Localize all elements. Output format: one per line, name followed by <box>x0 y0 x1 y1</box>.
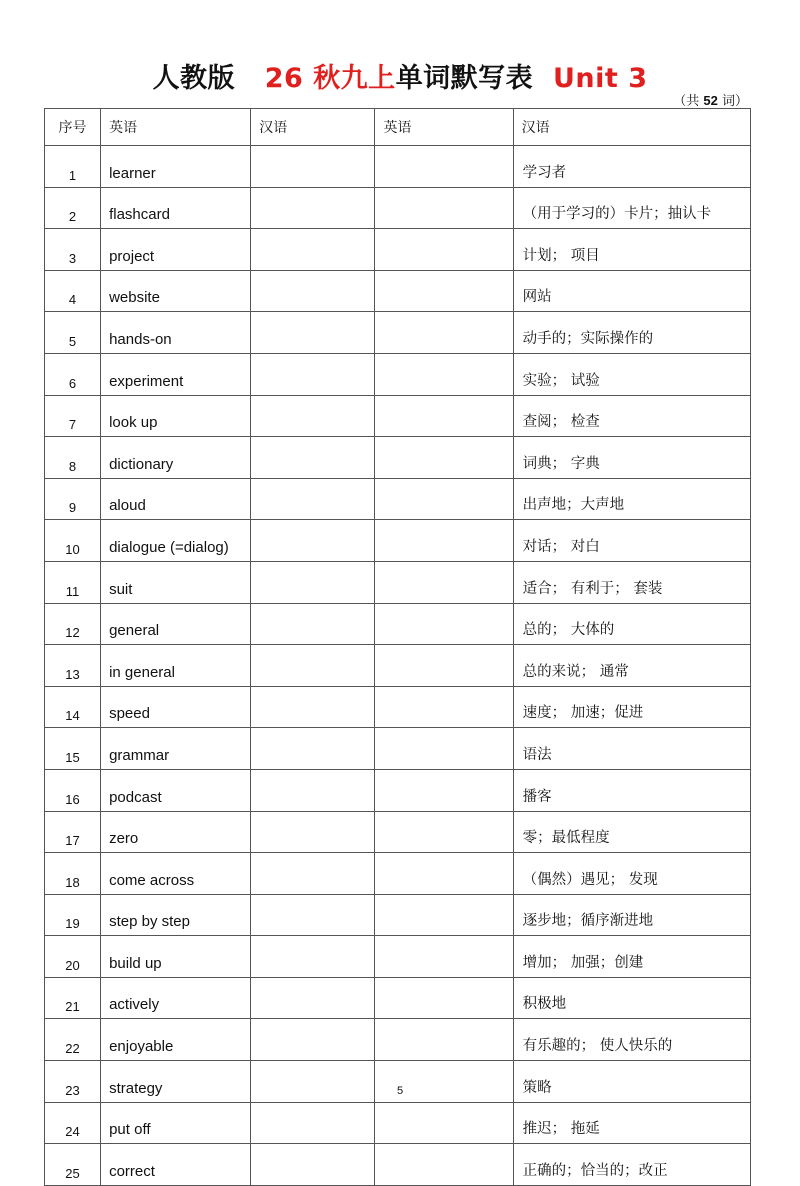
chinese-answer-blank[interactable] <box>251 146 375 188</box>
chinese-meaning: 增加； 加强；创建 <box>513 936 750 978</box>
row-number: 16 <box>45 769 101 811</box>
header-english-blank <box>375 109 513 146</box>
chinese-answer-blank[interactable] <box>251 270 375 312</box>
english-word: dialogue (=dialog) <box>101 520 251 562</box>
row-number: 14 <box>45 686 101 728</box>
english-word: general <box>101 603 251 645</box>
table-row <box>45 437 751 479</box>
row-number: 12 <box>45 603 101 645</box>
table-row <box>45 603 751 645</box>
english-answer-blank[interactable] <box>375 561 513 603</box>
english-answer-blank[interactable] <box>375 312 513 354</box>
table-row <box>45 1019 751 1061</box>
header-english-label: 英语 <box>109 120 138 136</box>
chinese-answer-blank[interactable] <box>251 1102 375 1144</box>
row-number: 9 <box>45 478 101 520</box>
english-word: flashcard <box>101 187 251 229</box>
chinese-meaning: 出声地；大声地 <box>513 478 750 520</box>
row-number: 18 <box>45 853 101 895</box>
title-sheet-name: 单词默写表 <box>395 63 534 94</box>
chinese-answer-blank[interactable] <box>251 1144 375 1186</box>
english-answer-blank[interactable] <box>375 936 513 978</box>
english-answer-blank[interactable] <box>375 146 513 188</box>
word-count <box>673 90 748 109</box>
row-number: 23 <box>45 1061 101 1103</box>
english-word: project <box>101 229 251 271</box>
table-row <box>45 936 751 978</box>
english-answer-blank[interactable] <box>375 395 513 437</box>
chinese-meaning: 词典； 字典 <box>513 437 750 479</box>
english-answer-blank[interactable] <box>375 811 513 853</box>
table-row <box>45 353 751 395</box>
row-number: 6 <box>45 353 101 395</box>
chinese-meaning: 查阅； 检查 <box>513 395 750 437</box>
chinese-answer-blank[interactable] <box>251 894 375 936</box>
row-number: 2 <box>45 187 101 229</box>
english-word: strategy <box>101 1061 251 1103</box>
english-answer-blank[interactable] <box>375 1144 513 1186</box>
english-word: podcast <box>101 769 251 811</box>
english-word: step by step <box>101 894 251 936</box>
chinese-answer-blank[interactable] <box>251 395 375 437</box>
row-number: 3 <box>45 229 101 271</box>
row-number: 24 <box>45 1102 101 1144</box>
english-answer-blank[interactable] <box>375 270 513 312</box>
chinese-answer-blank[interactable] <box>251 603 375 645</box>
chinese-meaning: 学习者 <box>513 146 750 188</box>
chinese-meaning: 有乐趣的； 使人快乐的 <box>513 1019 750 1061</box>
english-word: in general <box>101 645 251 687</box>
english-word: zero <box>101 811 251 853</box>
title-unit: Unit 3 <box>553 63 648 94</box>
chinese-answer-blank[interactable] <box>251 728 375 770</box>
chinese-answer-blank[interactable] <box>251 686 375 728</box>
english-word: website <box>101 270 251 312</box>
chinese-meaning: 速度； 加速；促进 <box>513 686 750 728</box>
english-answer-blank[interactable] <box>375 187 513 229</box>
chinese-meaning: 计划； 项目 <box>513 229 750 271</box>
table-row <box>45 769 751 811</box>
chinese-meaning: 策略 <box>513 1061 750 1103</box>
english-word: aloud <box>101 478 251 520</box>
chinese-answer-blank[interactable] <box>251 811 375 853</box>
chinese-answer-blank[interactable] <box>251 645 375 687</box>
table-row <box>45 645 751 687</box>
english-answer-blank[interactable] <box>375 1102 513 1144</box>
english-answer-blank[interactable] <box>375 437 513 479</box>
english-word: look up <box>101 395 251 437</box>
chinese-meaning: 动手的；实际操作的 <box>513 312 750 354</box>
table-row <box>45 977 751 1019</box>
chinese-meaning: 语法 <box>513 728 750 770</box>
table-row <box>45 229 751 271</box>
header-english <box>101 109 251 146</box>
english-word: hands-on <box>101 312 251 354</box>
title-grade: 26 秋九上 <box>264 63 396 94</box>
row-number: 1 <box>45 146 101 188</box>
chinese-answer-blank[interactable] <box>251 229 375 271</box>
row-number: 11 <box>45 561 101 603</box>
chinese-meaning: 总的来说； 通常 <box>513 645 750 687</box>
chinese-answer-blank[interactable] <box>251 437 375 479</box>
word-count-value: 52 <box>703 93 718 108</box>
header-english-blank-label: 英语 <box>383 120 412 136</box>
chinese-meaning: 实验； 试验 <box>513 353 750 395</box>
row-number: 5 <box>45 312 101 354</box>
chinese-meaning: 正确的；恰当的；改正 <box>513 1144 750 1186</box>
chinese-answer-blank[interactable] <box>251 478 375 520</box>
row-number: 13 <box>45 645 101 687</box>
row-number: 10 <box>45 520 101 562</box>
chinese-answer-blank[interactable] <box>251 977 375 1019</box>
page-number: 5 <box>396 1085 404 1097</box>
table-row <box>45 395 751 437</box>
chinese-answer-blank[interactable] <box>251 1019 375 1061</box>
english-word: build up <box>101 936 251 978</box>
header-chinese-meaning-label: 汉语 <box>521 120 550 136</box>
table-row <box>45 561 751 603</box>
chinese-meaning: 适合； 有利于； 套装 <box>513 561 750 603</box>
english-word: experiment <box>101 353 251 395</box>
chinese-meaning: 零；最低程度 <box>513 811 750 853</box>
chinese-answer-blank[interactable] <box>251 520 375 562</box>
table-row <box>45 853 751 895</box>
title-edition: 人教版 <box>152 63 235 94</box>
chinese-meaning: 逐步地；循序渐进地 <box>513 894 750 936</box>
english-answer-blank[interactable] <box>375 1019 513 1061</box>
chinese-answer-blank[interactable] <box>251 312 375 354</box>
chinese-answer-blank[interactable] <box>251 936 375 978</box>
table-row <box>45 478 751 520</box>
english-answer-blank[interactable] <box>375 353 513 395</box>
english-word: actively <box>101 977 251 1019</box>
word-count-suffix: 词） <box>721 94 748 109</box>
chinese-answer-blank[interactable] <box>251 187 375 229</box>
english-word: grammar <box>101 728 251 770</box>
word-count-prefix: （共 <box>673 94 700 109</box>
vocabulary-table <box>44 108 751 1186</box>
row-number: 25 <box>45 1144 101 1186</box>
table-row <box>45 686 751 728</box>
header-chinese-label: 汉语 <box>259 120 288 136</box>
row-number: 20 <box>45 936 101 978</box>
table-row <box>45 728 751 770</box>
english-answer-blank[interactable] <box>375 894 513 936</box>
english-answer-blank[interactable] <box>375 728 513 770</box>
chinese-answer-blank[interactable] <box>251 853 375 895</box>
row-number: 17 <box>45 811 101 853</box>
english-answer-blank[interactable] <box>375 229 513 271</box>
row-number: 22 <box>45 1019 101 1061</box>
table-row <box>45 894 751 936</box>
english-answer-blank[interactable] <box>375 520 513 562</box>
table-row <box>45 187 751 229</box>
english-word: speed <box>101 686 251 728</box>
table-row <box>45 270 751 312</box>
row-number: 21 <box>45 977 101 1019</box>
english-word: suit <box>101 561 251 603</box>
english-answer-blank[interactable] <box>375 769 513 811</box>
english-word: dictionary <box>101 437 251 479</box>
row-number: 7 <box>45 395 101 437</box>
english-answer-blank[interactable] <box>375 645 513 687</box>
chinese-meaning: （用于学习的）卡片；抽认卡 <box>513 187 750 229</box>
header-chinese <box>251 109 375 146</box>
english-answer-blank[interactable] <box>375 603 513 645</box>
table-row <box>45 312 751 354</box>
english-answer-blank[interactable] <box>375 478 513 520</box>
chinese-meaning: 对话； 对白 <box>513 520 750 562</box>
row-number: 8 <box>45 437 101 479</box>
row-number: 4 <box>45 270 101 312</box>
table-row <box>45 146 751 188</box>
chinese-answer-blank[interactable] <box>251 353 375 395</box>
row-number: 15 <box>45 728 101 770</box>
header-chinese-meaning <box>513 109 750 146</box>
row-number: 19 <box>45 894 101 936</box>
chinese-meaning: 总的； 大体的 <box>513 603 750 645</box>
chinese-meaning: 积极地 <box>513 977 750 1019</box>
table-row <box>45 1102 751 1144</box>
table-header-row <box>45 109 751 146</box>
chinese-answer-blank[interactable] <box>251 769 375 811</box>
chinese-answer-blank[interactable] <box>251 561 375 603</box>
table-row <box>45 811 751 853</box>
english-word: enjoyable <box>101 1019 251 1061</box>
header-number: 序号 <box>45 109 101 146</box>
english-word: come across <box>101 853 251 895</box>
english-word: put off <box>101 1102 251 1144</box>
table-row <box>45 1144 751 1186</box>
table-row <box>45 520 751 562</box>
chinese-meaning: 网站 <box>513 270 750 312</box>
chinese-meaning: （偶然）遇见； 发现 <box>513 853 750 895</box>
english-word: correct <box>101 1144 251 1186</box>
chinese-meaning: 播客 <box>513 769 750 811</box>
english-answer-blank[interactable] <box>375 686 513 728</box>
english-answer-blank[interactable] <box>375 853 513 895</box>
english-answer-blank[interactable] <box>375 977 513 1019</box>
chinese-meaning: 推迟； 拖延 <box>513 1102 750 1144</box>
english-word: learner <box>101 146 251 188</box>
